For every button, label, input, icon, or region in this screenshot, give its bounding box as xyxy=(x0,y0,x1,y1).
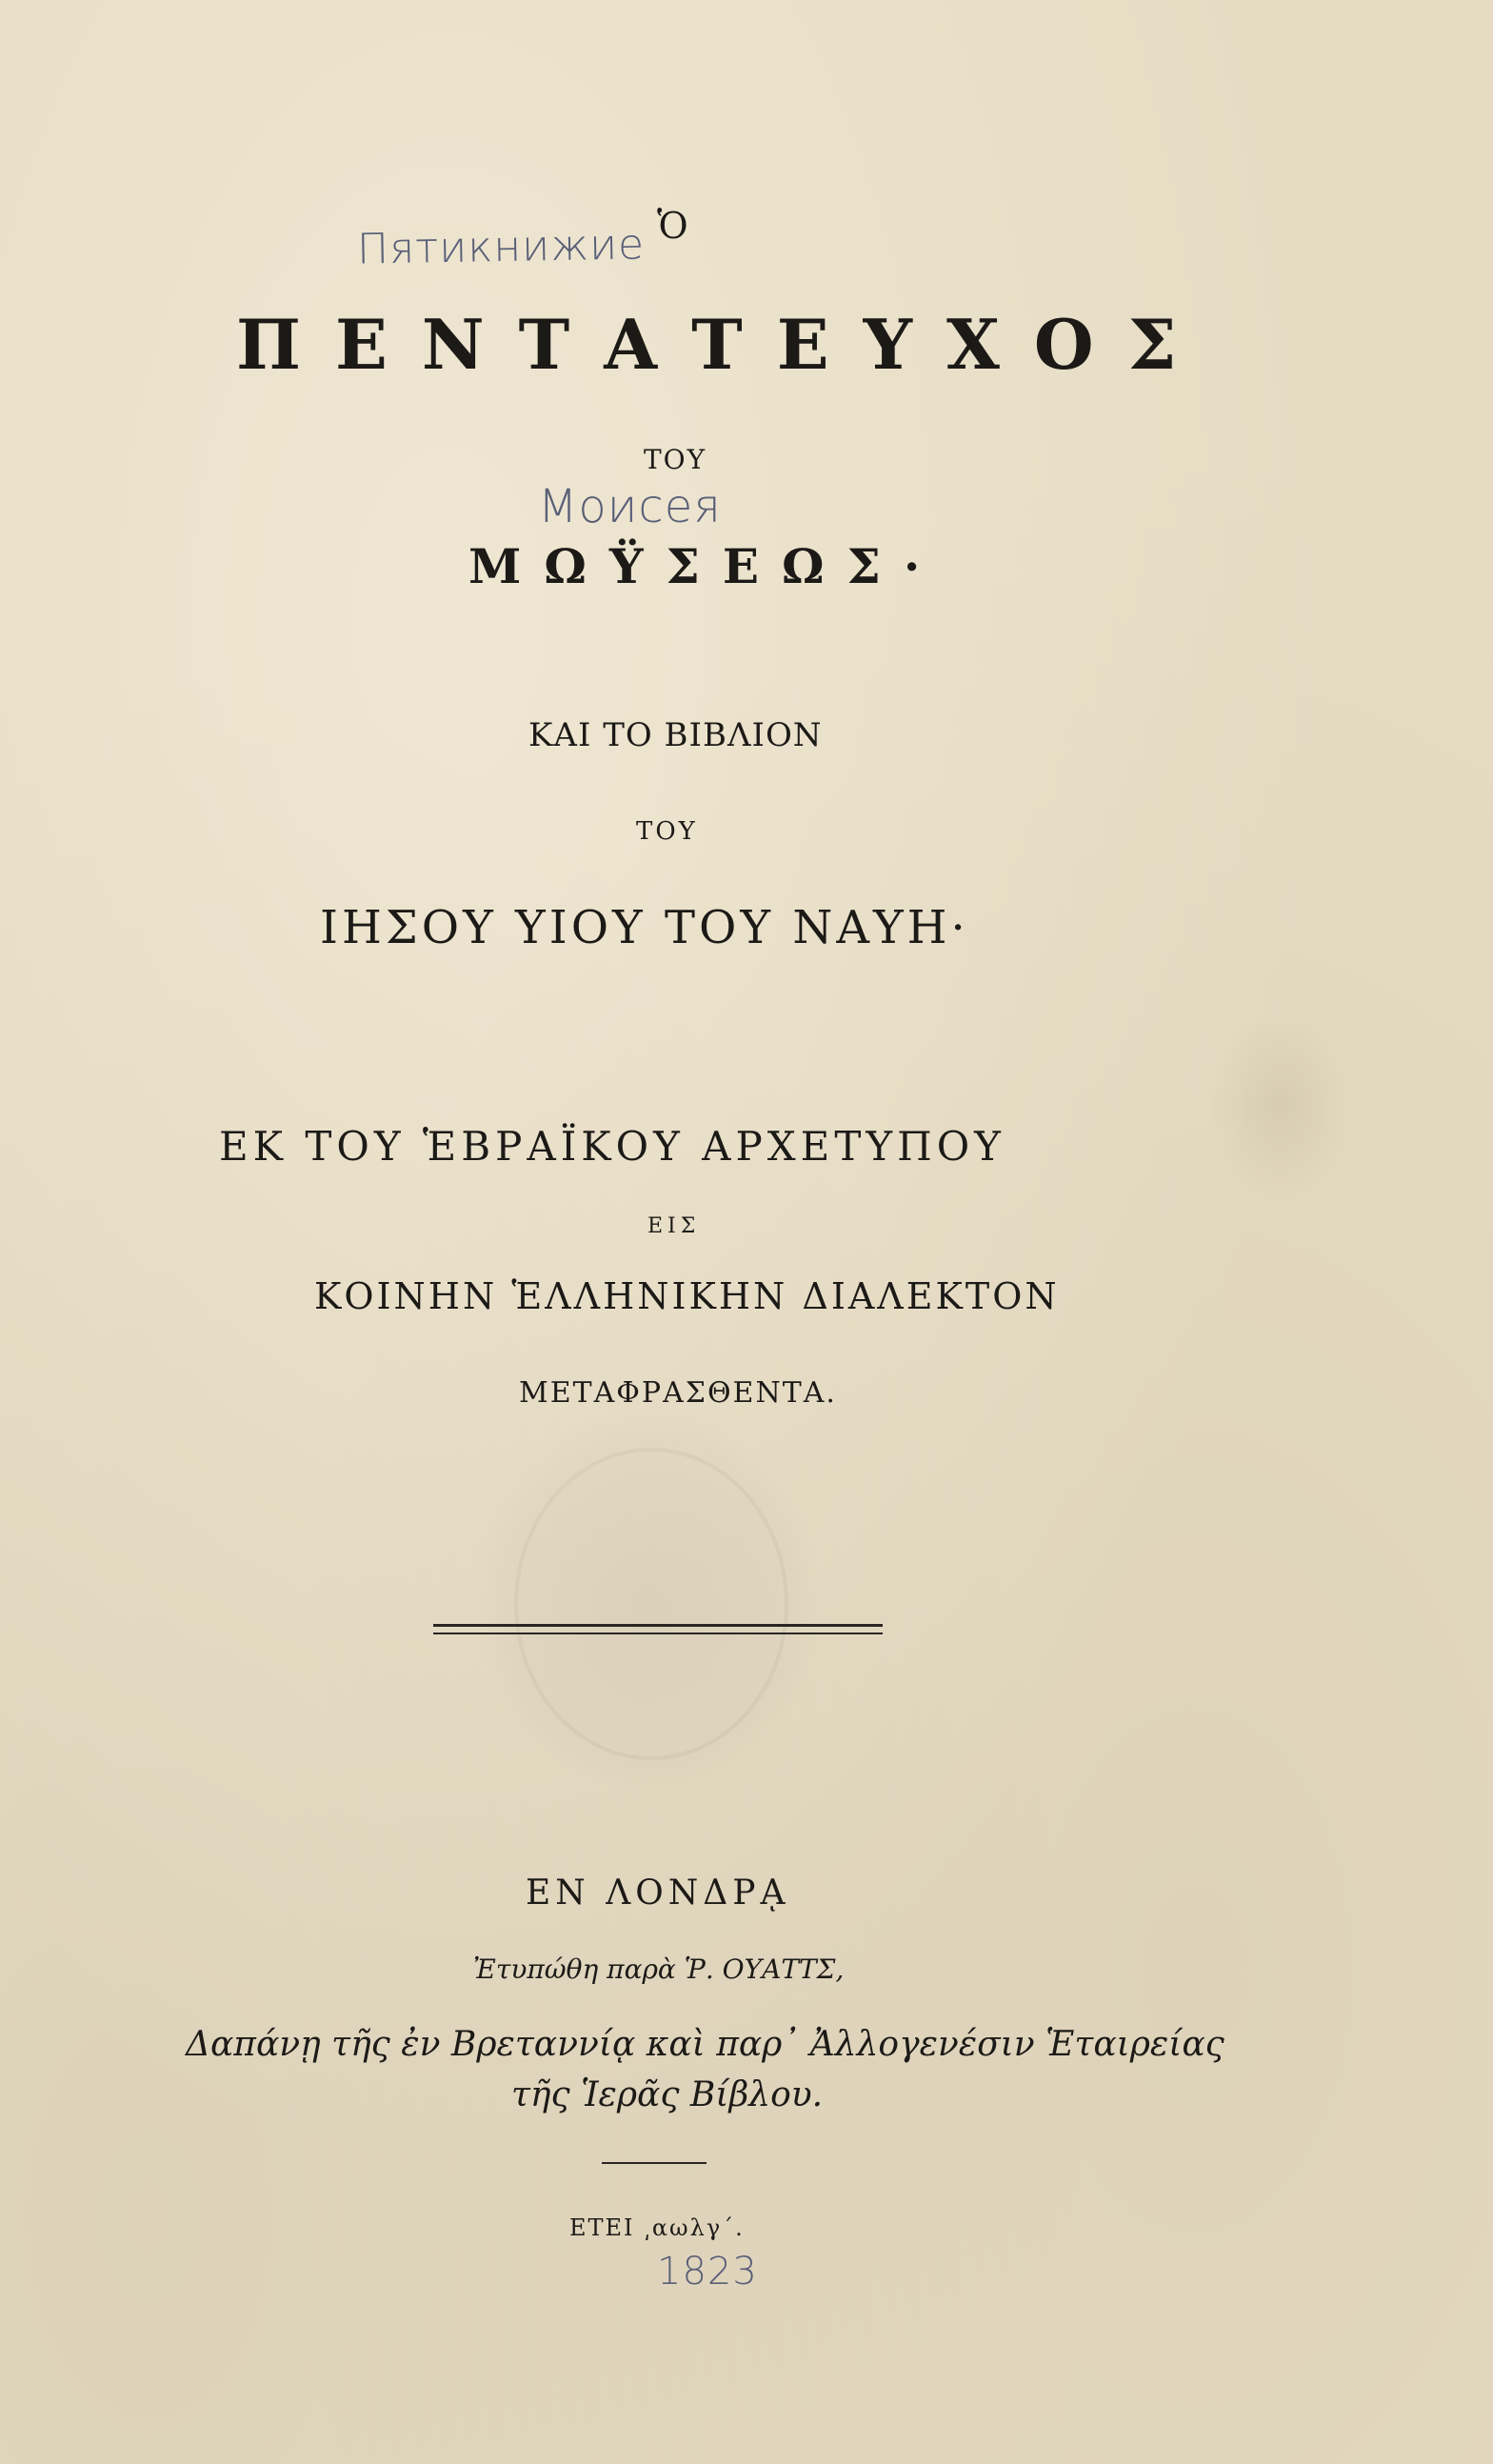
stamp-ring xyxy=(514,1448,788,1760)
year-line: ΕΤΕΙ ͵αωλγ΄. xyxy=(569,2214,745,2241)
moseos-line: ΜΩΫΣΕΩΣ· xyxy=(468,538,944,594)
title-article: Ὁ xyxy=(657,205,688,247)
tou-line-2: ΤΟΥ xyxy=(636,817,698,846)
kai-to-vivlion-line: ΚΑΙ ΤΟ ΒΙΒΛΙΟΝ xyxy=(528,716,823,754)
double-rule-bottom xyxy=(433,1633,883,1634)
koinen-line: ΚΟΙΝΗΝ ἙΛΛΗΝΙΚΗΝ ΔΙΑΛΕΚΤΟΝ xyxy=(314,1275,1060,1317)
double-rule-top xyxy=(433,1624,883,1627)
ek-tou-line: ΕΚ ΤΟΥ ἙΒΡΑΪΚΟΥ ΑΡΧΕΤΥΠΟΥ xyxy=(219,1123,1005,1170)
publisher-line-1: Δαπάνῃ τῆς ἐν Βρεταννίᾳ καὶ παρ᾽ Ἀλλογενέσιν Ἑταιρείας xyxy=(186,2025,1224,2064)
printer-line: Ἐτυπώθη παρὰ Ῥ. ΟΥΑΤΤΣ, xyxy=(473,1953,845,1985)
main-title: ΠΕΝΤΑΤΕΥΧΟΣ xyxy=(236,304,1211,385)
publisher-line-2: τῆς Ἱερᾶς Βίβλου. xyxy=(511,2075,824,2114)
en-londra-line: ΕΝ ΛΟΝΔΡᾼ xyxy=(526,1873,790,1913)
tou-line-1: ΤΟΥ xyxy=(644,444,707,475)
handwritten-year: 1823 xyxy=(657,2250,758,2294)
iesou-line: ΙΗΣΟΥ ΥΙΟΥ ΤΟΥ ΝΑΥΗ· xyxy=(320,901,969,954)
paper-smudge xyxy=(1209,1010,1352,1200)
eis-line: ΕΙΣ xyxy=(647,1214,701,1238)
short-rule xyxy=(602,2162,707,2164)
metafrasthenta-line: ΜΕΤΑΦΡΑΣΘΕΝΤΑ. xyxy=(519,1376,837,1410)
handwritten-note-top: Пятикнижие xyxy=(356,220,646,274)
handwritten-note-middle: Моисея xyxy=(538,480,722,533)
